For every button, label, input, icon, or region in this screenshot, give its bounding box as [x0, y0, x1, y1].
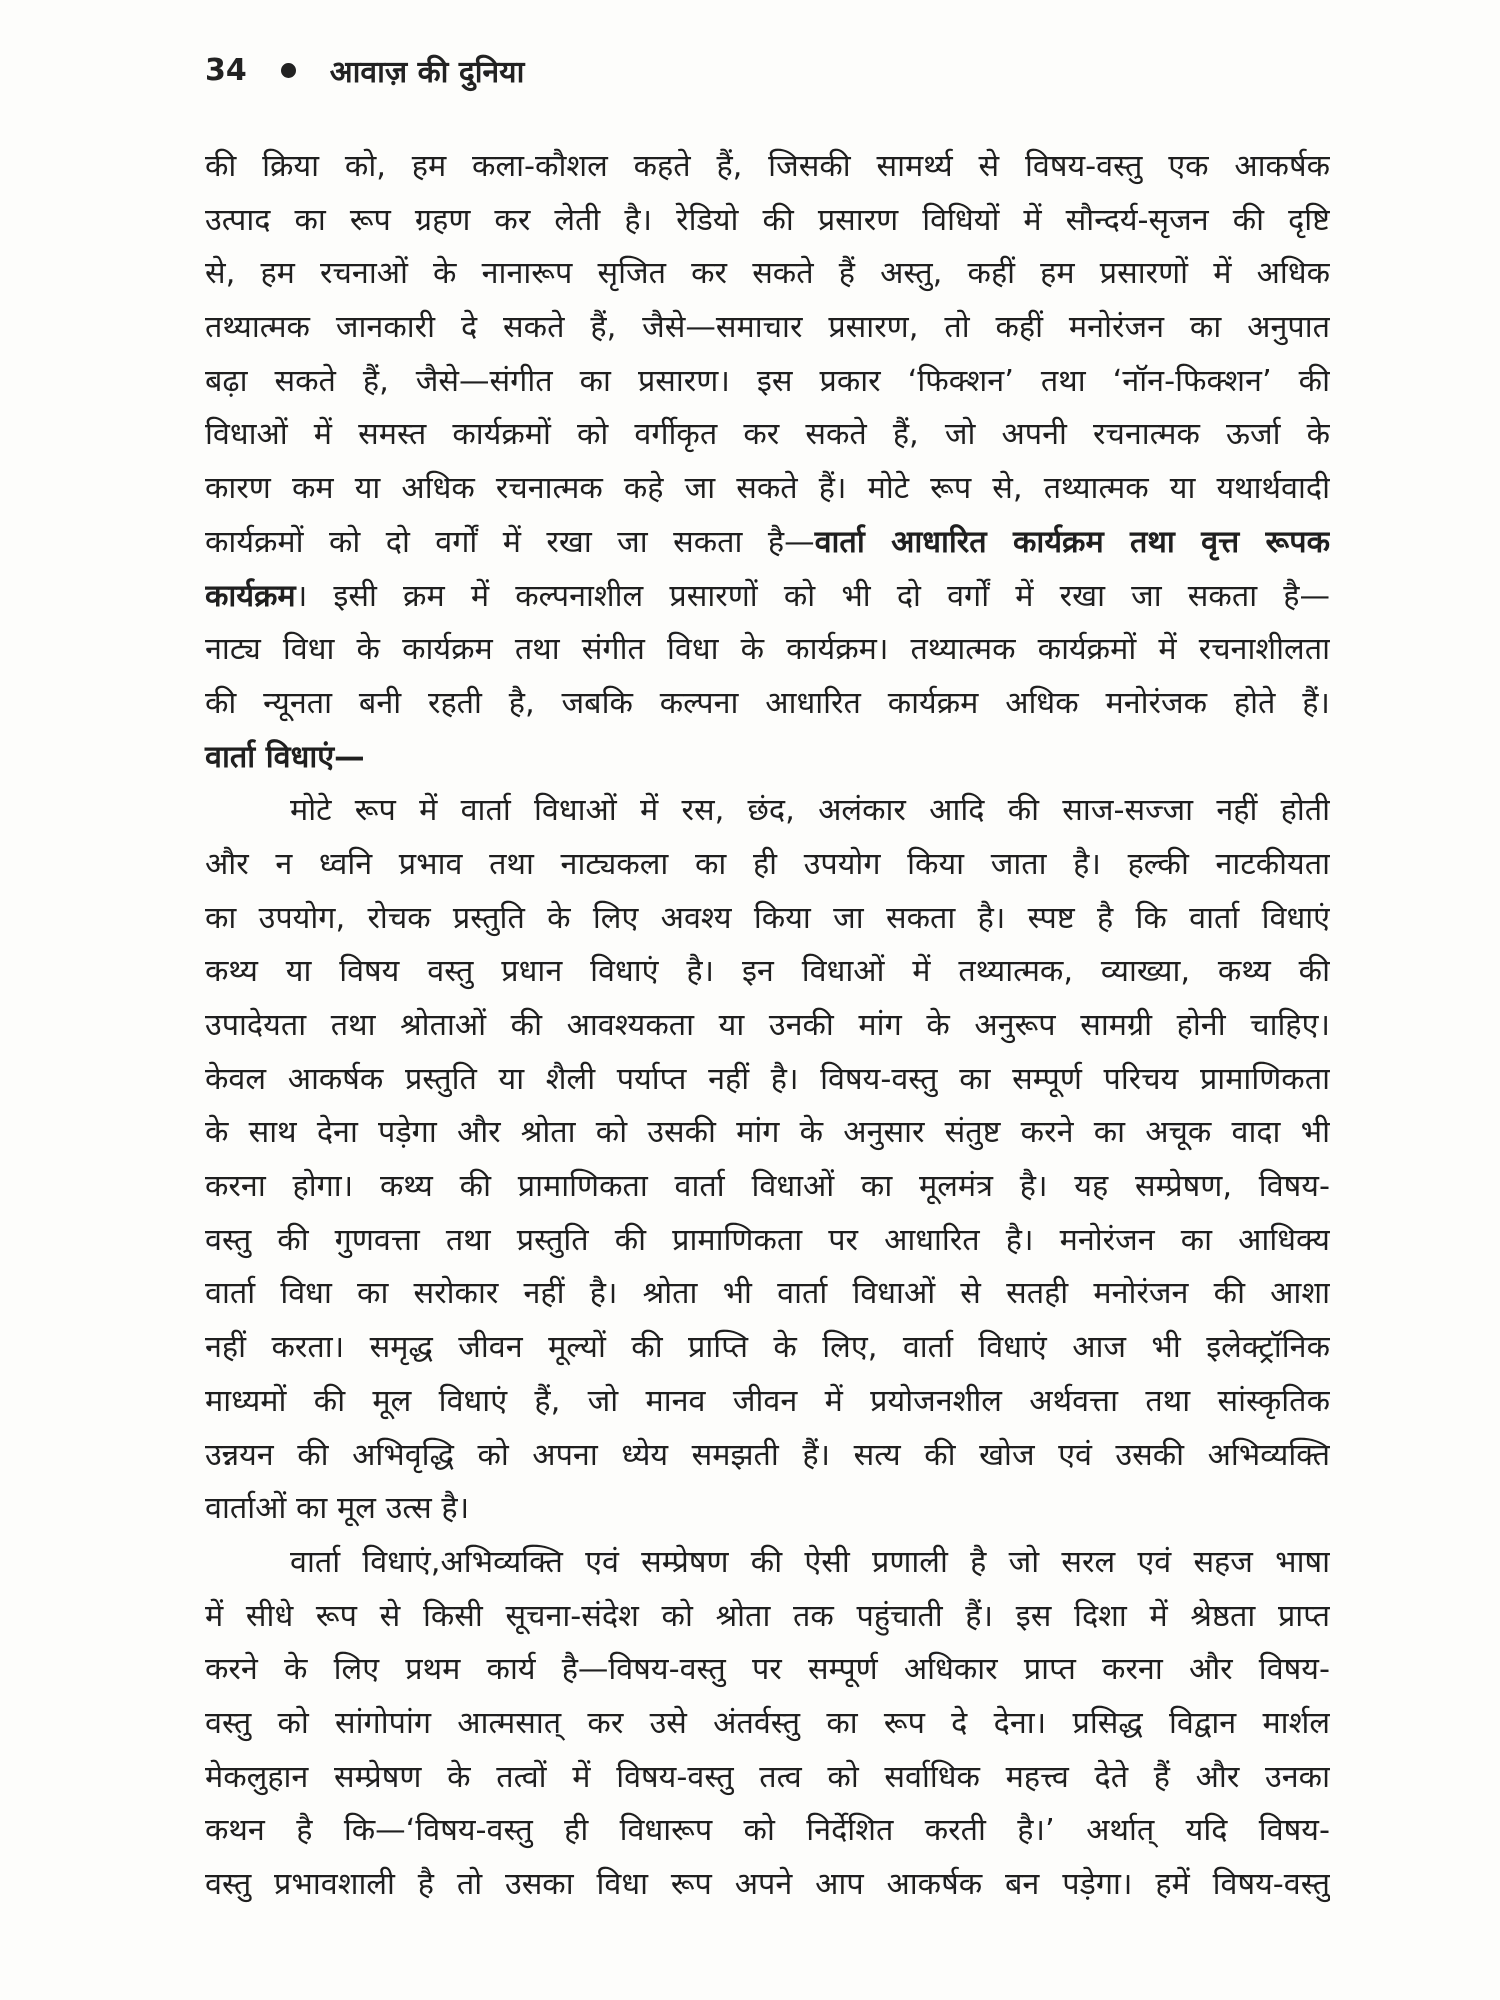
text-line — [205, 623, 1330, 677]
text-line — [205, 1160, 1330, 1214]
bold-phrase: वार्ता विधाएं— — [205, 739, 365, 775]
text-line — [205, 1643, 1330, 1697]
line-text: केवल आकर्षक प्रस्तुति या शैली पर्याप्त नहीं है। विषय-वस्तु का सम्पूर्ण परिचय प्रामाणिकता — [205, 1061, 1330, 1097]
text-line — [205, 838, 1330, 892]
line-text: । इसी क्रम में कल्पनाशील प्रसारणों को भी दो वर्गों में रखा जा सकता है— — [295, 578, 1330, 614]
text-line — [205, 140, 1330, 194]
text-line — [205, 516, 1330, 570]
text-line — [205, 945, 1330, 999]
line-text: नहीं करता। समृद्ध जीवन मूल्यों की प्राप्ति के लिए, वार्ता विधाएं आज भी इलेक्ट्रॉनिक — [205, 1330, 1330, 1366]
line-text: वार्ता विधा का सरोकार नहीं है। श्रोता भी वार्ता विधाओं से सतही मनोरंजन की आशा — [205, 1276, 1330, 1312]
line-text: मोटे रूप में वार्ता विधाओं में रस, छंद, अलंकार आदि की साज-सज्जा नहीं होती — [290, 793, 1330, 829]
text-line — [205, 1590, 1330, 1644]
text-line — [205, 194, 1330, 248]
running-header — [205, 40, 524, 100]
text-line — [205, 1053, 1330, 1107]
text-line — [205, 1106, 1330, 1160]
line-text: वस्तु की गुणवत्ता तथा प्रस्तुति की प्रामाणिकता पर आधारित है। मनोरंजन का आधिक्य — [205, 1222, 1330, 1258]
line-text: कथ्य या विषय वस्तु प्रधान विधाएं है। इन विधाओं में तथ्यात्मक, व्याख्या, कथ्य की — [205, 954, 1330, 990]
text-line — [205, 1375, 1330, 1429]
line-text: वस्तु को सांगोपांग आत्मसात् कर उसे अंतर्वस्तु का रूप दे देना। प्रसिद्ध विद्वान मार्शल — [205, 1705, 1330, 1741]
text-line — [205, 1536, 1330, 1590]
line-text: कथन है कि—‘विषय-वस्तु ही विधारूप को निर्देशित करती है।’ अर्थात् यदि विषय- — [205, 1813, 1330, 1849]
line-text: के साथ देना पड़ेगा और श्रोता को उसकी मांग के अनुसार संतुष्ट करने का अचूक वादा भी — [205, 1115, 1330, 1151]
text-line — [205, 1267, 1330, 1321]
bullet-dot-icon — [281, 63, 296, 78]
text-line — [205, 1858, 1330, 1912]
text-line — [205, 677, 1330, 731]
text-line — [205, 1214, 1330, 1268]
line-text: उपादेयता तथा श्रोताओं की आवश्यकता या उनकी मांग के अनुरूप सामग्री होनी चाहिए। — [205, 1008, 1330, 1043]
line-text: कार्यक्रमों को दो वर्गों में रखा जा सकता है— — [205, 524, 815, 560]
text-line — [205, 570, 1330, 624]
page-body-text — [205, 140, 1330, 1912]
line-text: और न ध्वनि प्रभाव तथा नाट्यकला का ही उपयोग किया जाता है। हल्की नाटकीयता — [205, 846, 1330, 882]
text-line — [205, 1321, 1330, 1375]
line-text: वस्तु प्रभावशाली है तो उसका विधा रूप अपने आप आकर्षक बन पड़ेगा। हमें विषय-वस्तु — [205, 1867, 1330, 1902]
page-number: 34 — [205, 52, 247, 88]
text-line — [205, 247, 1330, 301]
bold-phrase: वार्ता आधारित कार्यक्रम तथा वृत्त रूपक — [814, 524, 1330, 560]
line-text: नाट्य विधा के कार्यक्रम तथा संगीत विधा के कार्यक्रम। तथ्यात्मक कार्यक्रमों में रचनाशीलता — [205, 632, 1330, 668]
line-text: वार्ता विधाएं,अभिव्यक्ति एवं सम्प्रेषण की ऐसी प्रणाली है जो सरल एवं सहज भाषा — [290, 1544, 1330, 1580]
text-line — [205, 1804, 1330, 1858]
line-text: कारण कम या अधिक रचनात्मक कहे जा सकते हैं। मोटे रूप से, तथ्यात्मक या यथार्थवादी — [205, 471, 1330, 507]
bold-phrase: कार्यक्रम — [205, 578, 296, 614]
line-text: का उपयोग, रोचक प्रस्तुति के लिए अवश्य किया जा सकता है। स्पष्ट है कि वार्ता विधाएं — [205, 900, 1330, 936]
line-text: वार्ताओं का मूल उत्स है। — [205, 1491, 470, 1527]
line-text: तथ्यात्मक जानकारी दे सकते हैं, जैसे—समाचार प्रसारण, तो कहीं मनोरंजन का अनुपात — [205, 310, 1330, 346]
line-text: करना होगा। कथ्य की प्रामाणिकता वार्ता विधाओं का मूलमंत्र है। यह सम्प्रेषण, विषय- — [205, 1169, 1330, 1205]
section-heading — [205, 731, 1330, 785]
line-text: करने के लिए प्रथम कार्य है—विषय-वस्तु पर सम्पूर्ण अधिकार प्राप्त करना और विषय- — [205, 1652, 1330, 1688]
text-line — [205, 355, 1330, 409]
line-text: उत्पाद का रूप ग्रहण कर लेती है। रेडियो की प्रसारण विधियों में सौन्दर्य-सृजन की दृष्टि — [205, 202, 1330, 238]
line-text: उन्नयन की अभिवृद्धि को अपना ध्येय समझती हैं। सत्य की खोज एवं उसकी अभिव्यक्ति — [205, 1437, 1330, 1473]
text-line — [205, 892, 1330, 946]
line-text: बढ़ा सकते हैं, जैसे—संगीत का प्रसारण। इस प्रकार ‘फिक्शन’ तथा ‘नॉन-फिक्शन’ की — [205, 363, 1330, 399]
text-line — [205, 1482, 1330, 1536]
text-line — [205, 462, 1330, 516]
line-text: माध्यमों की मूल विधाएं हैं, जो मानव जीवन में प्रयोजनशील अर्थवत्ता तथा सांस्कृतिक — [205, 1383, 1330, 1419]
text-line — [205, 408, 1330, 462]
text-line — [205, 999, 1330, 1053]
text-line — [205, 784, 1330, 838]
text-line — [205, 1429, 1330, 1483]
line-text: में सीधे रूप से किसी सूचना-संदेश को श्रोता तक पहुंचाती हैं। इस दिशा में श्रेष्ठता प्राप्त — [205, 1598, 1330, 1634]
line-text: की न्यूनता बनी रहती है, जबकि कल्पना आधारित कार्यक्रम अधिक मनोरंजक होते हैं। — [205, 685, 1330, 721]
book-title: आवाज़ की दुनिया — [329, 54, 525, 90]
line-text: मेकलुहान सम्प्रेषण के तत्वों में विषय-वस्तु तत्व को सर्वाधिक महत्त्व देते हैं और उनका — [205, 1759, 1330, 1795]
text-line — [205, 301, 1330, 355]
text-line — [205, 1751, 1330, 1805]
line-text: से, हम रचनाओं के नानारूप सृजित कर सकते हैं अस्तु, कहीं हम प्रसारणों में अधिक — [205, 256, 1330, 292]
line-text: विधाओं में समस्त कार्यक्रमों को वर्गीकृत कर सकते हैं, जो अपनी रचनात्मक ऊर्जा के — [205, 417, 1330, 453]
text-line — [205, 1697, 1330, 1751]
line-text: की क्रिया को, हम कला-कौशल कहते हैं, जिसकी सामर्थ्य से विषय-वस्तु एक आकर्षक — [205, 149, 1330, 184]
